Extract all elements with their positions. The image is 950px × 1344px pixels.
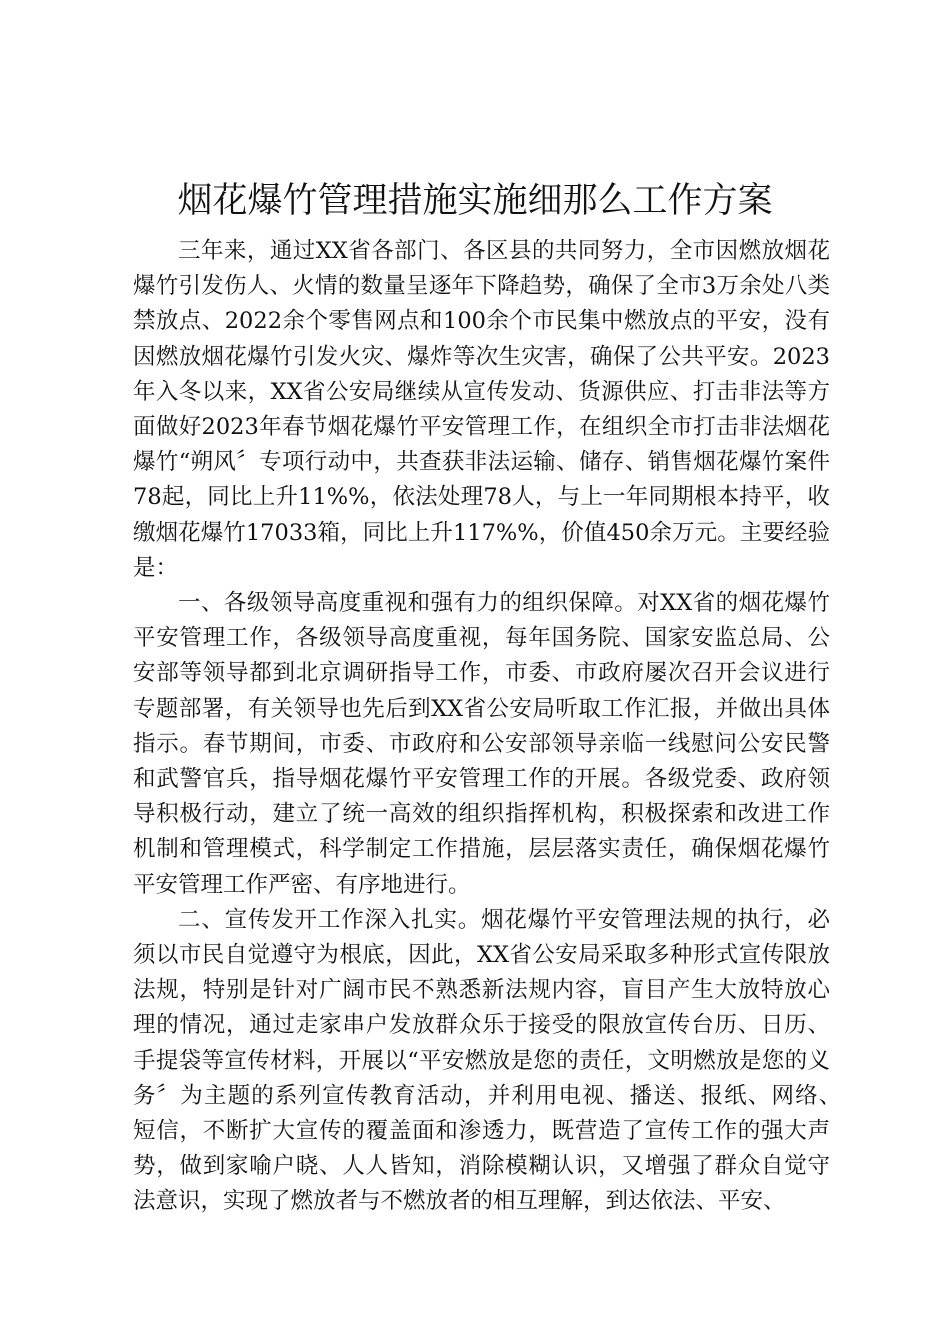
- paragraph-leadership: 一、各级领导高度重视和强有力的组织保障。对XX省的烟花爆竹平安管理工作，各级领导高度重视，每年国务院、国家安监总局、公安部等领导都到北京调研指导工作，市委、市政府屡次召开会议进行专题部署，有关领导也先后到XX省公安局听取工作汇报，并做出具体指示。春节期间，市委、市政府和公安部领导亲临一线慰问公安民警和武警官兵，指导烟花爆竹平安管理工作的开展。各级党委、政府领导积极行动，建立了统一高效的组织指挥机构，积极探索和改进工作机制和管理模式，科学制定工作措施，层层落实责任，确保烟花爆竹平安管理工作严密、有序地进行。: [133, 590, 830, 898]
- paragraph-publicity: 二、宣传发开工作深入扎实。烟花爆竹平安管理法规的执行，必须以市民自觉遵守为根底，因此，XX省公安局采取多种形式宣传限放法规，特别是针对广阔市民不熟悉新法规内容，盲目产生大放特放心理的情况，通过走家串户发放群众乐于接受的限放宣传台历、日历、手提袋等宣传材料，开展以“平安燃放是您的责任，文明燃放是您的义务〞为主题的系列宣传教育活动，并利用电视、播送、报纸、网络、 短信，不断扩大宣传的覆盖面和渗透力，既营造了宣传工作的强大声势，做到家喻户晓、人人皆知，消除模糊认识，又增强了群众自觉守法意识，实现了燃放者与不燃放者的相互理解，到达依法、平安、: [133, 906, 853, 1215]
- document-title: 烟花爆竹管理措施实施细那么工作方案: [177, 181, 773, 221]
- document-body: [133, 234, 853, 1220]
- paragraph-intro: 三年来，通过XX省各部门、各区县的共同努力，全市因燃放烟花爆竹引发伤人、火情的数量呈逐年下降趋势，确保了全市3万余处八类禁放点、2022余个零售网点和100余个市民集中燃放点的平安，没有因燃放烟花爆竹引发火灾、爆炸等次生灾害，确保了公共平安。2023年入冬以来，XX省公安局继续从宣传发动、货源供应、打击非法等方面做好2023年春节烟花爆竹平安管理工作，在组织全市打击非法烟花爆竹“朔风〞专项行动中，共查获非法运输、储存、销售烟花爆竹案件78起，同比上升11%%，依法处理78人，与上一年同期根本持平，收缴烟花爆竹17033箱，同比上升117%%，价值450余万元。主要经验是：: [133, 238, 830, 581]
